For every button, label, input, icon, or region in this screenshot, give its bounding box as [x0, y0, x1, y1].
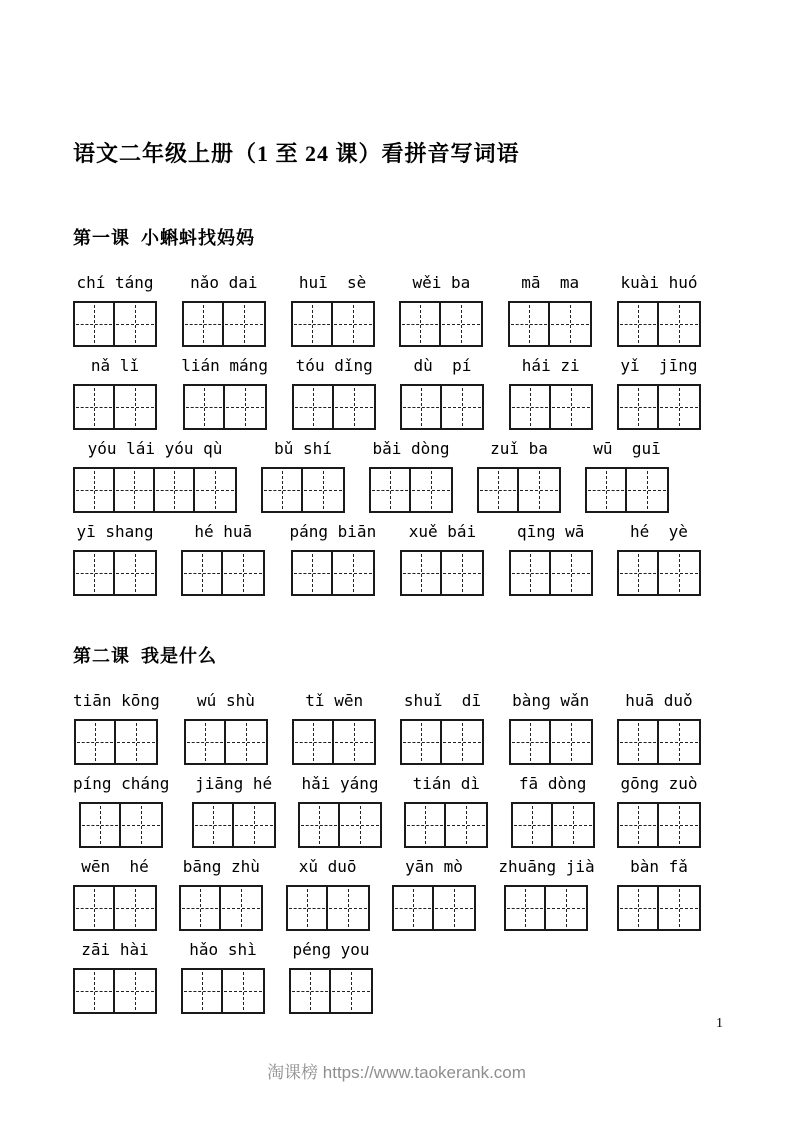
writing-grid [181, 550, 265, 596]
pinyin-label: dù pí [413, 356, 472, 375]
grid-cell [288, 887, 328, 929]
writing-grid [73, 384, 157, 430]
writing-grid [73, 467, 237, 513]
grid-cell [627, 469, 667, 511]
word-row [73, 774, 701, 848]
grid-cell [75, 303, 115, 345]
grid-cell [513, 804, 553, 846]
grid-cell [291, 970, 331, 1012]
word-item [509, 522, 593, 596]
pinyin-label: tián dì [412, 774, 481, 793]
grid-cell [223, 552, 263, 594]
grid-cell [442, 721, 482, 763]
writing-grid [504, 885, 588, 931]
grid-cell [226, 721, 266, 763]
pinyin-label: hái zi [521, 356, 580, 375]
pinyin-label: nǎo dai [190, 273, 258, 292]
writing-grid [298, 802, 382, 848]
pinyin-label: tóu dǐng [295, 356, 373, 375]
writing-grid [369, 467, 453, 513]
grid-cell [76, 721, 116, 763]
grid-cell [659, 552, 699, 594]
pinyin-label: bǎi dòng [372, 439, 450, 458]
grid-cell [81, 804, 121, 846]
pinyin-label: kuài huó [620, 273, 698, 292]
grid-cell [334, 721, 374, 763]
grid-cell [225, 386, 265, 428]
word-row [73, 522, 701, 596]
writing-grid [400, 384, 484, 430]
grid-cell [402, 721, 442, 763]
writing-grid [292, 719, 376, 765]
writing-grid [617, 301, 701, 347]
word-item [369, 439, 453, 513]
grid-cell [185, 386, 225, 428]
pinyin-label: huī sè [298, 273, 367, 292]
grid-cell [394, 887, 434, 929]
grid-cell [659, 721, 699, 763]
word-item [399, 273, 483, 347]
pinyin-label: fā dòng [518, 774, 587, 793]
grid-cell [551, 721, 591, 763]
pinyin-label: huā duǒ [625, 691, 693, 710]
grid-cell [511, 552, 551, 594]
grid-cell [331, 970, 371, 1012]
grid-cell [75, 469, 115, 511]
word-item [400, 691, 484, 765]
grid-cell [115, 887, 155, 929]
writing-grid [617, 719, 701, 765]
grid-cell [115, 386, 155, 428]
grid-cell [115, 303, 155, 345]
grid-cell [411, 469, 451, 511]
word-item [508, 273, 592, 347]
word-item [73, 857, 157, 931]
pinyin-label: qīng wā [516, 522, 585, 541]
word-item [286, 857, 370, 931]
word-item [292, 356, 376, 430]
word-item [617, 691, 701, 765]
grid-cell [619, 303, 659, 345]
grid-cell [183, 970, 223, 1012]
word-item [73, 691, 160, 765]
pinyin-label: páng biān [289, 522, 377, 541]
pinyin-label: mā ma [521, 273, 580, 292]
footer-watermark: 淘课榜 https://www.taokerank.com [267, 1063, 526, 1082]
pinyin-label: gōng zuò [620, 774, 698, 793]
pinyin-label: hǎi yáng [301, 774, 379, 793]
pinyin-label: hé huā [194, 522, 253, 541]
sections-container [73, 227, 701, 1014]
grid-cell [402, 552, 442, 594]
word-item [291, 273, 375, 347]
writing-grid [73, 968, 157, 1014]
grid-cell [303, 469, 343, 511]
grid-cell [294, 721, 334, 763]
grid-cell [659, 804, 699, 846]
grid-cell [511, 386, 551, 428]
writing-grid [286, 885, 370, 931]
word-item [181, 522, 265, 596]
pinyin-label: bàng wǎn [512, 691, 590, 710]
writing-grid [73, 885, 157, 931]
word-item [617, 857, 701, 931]
writing-grid [399, 301, 483, 347]
writing-grid [73, 301, 157, 347]
grid-cell [333, 303, 373, 345]
grid-cell [294, 386, 334, 428]
word-item [509, 356, 593, 430]
writing-grid [509, 550, 593, 596]
grid-cell [115, 970, 155, 1012]
grid-cell [619, 804, 659, 846]
pinyin-label: chí táng [76, 273, 154, 292]
grid-cell [506, 887, 546, 929]
grid-cell [340, 804, 380, 846]
grid-cell [334, 386, 374, 428]
grid-cell [619, 887, 659, 929]
grid-cell [619, 386, 659, 428]
writing-grid [183, 384, 267, 430]
word-item [289, 940, 373, 1014]
pinyin-label: bàn fǎ [630, 857, 688, 876]
pinyin-label: wěi ba [412, 273, 471, 292]
lesson-section [73, 645, 701, 1014]
grid-cell [441, 303, 481, 345]
pinyin-label: bāng zhù [182, 857, 260, 876]
word-item [477, 439, 561, 513]
grid-cell [479, 469, 519, 511]
writing-grid [477, 467, 561, 513]
word-item [73, 940, 157, 1014]
grid-cell [402, 386, 442, 428]
grid-cell [442, 386, 482, 428]
grid-cell [300, 804, 340, 846]
pinyin-label: yān mò [405, 857, 463, 876]
word-row [73, 439, 701, 513]
writing-grid [617, 384, 701, 430]
grid-cell [442, 552, 482, 594]
grid-cell [234, 804, 274, 846]
pinyin-label: hǎo shì [189, 940, 257, 959]
writing-grid [509, 384, 593, 430]
pinyin-label: zhuāng jià [498, 857, 595, 876]
grid-cell [434, 887, 474, 929]
pinyin-label: tǐ wēn [305, 691, 364, 710]
grid-cell [659, 887, 699, 929]
word-item [617, 356, 701, 430]
grid-cell [659, 386, 699, 428]
pinyin-label: wū guī [593, 439, 661, 458]
grid-cell [293, 303, 333, 345]
worksheet-content [73, 141, 701, 1023]
grid-cell [224, 303, 264, 345]
writing-grid [509, 719, 593, 765]
pinyin-label: bǔ shí [274, 439, 332, 458]
pinyin-label: shuǐ dī [403, 691, 481, 710]
grid-cell [115, 552, 155, 594]
word-item [404, 774, 488, 848]
grid-cell [510, 303, 550, 345]
grid-cell [546, 887, 586, 929]
pinyin-label: péng you [292, 940, 370, 959]
word-item [292, 691, 376, 765]
grid-cell [619, 721, 659, 763]
writing-grid [392, 885, 476, 931]
word-item [73, 522, 157, 596]
writing-grid [617, 550, 701, 596]
writing-grid [179, 885, 263, 931]
writing-grid [181, 968, 265, 1014]
section-heading: 第一课 小蝌蚪找妈妈 [73, 228, 255, 248]
grid-cell [371, 469, 411, 511]
word-row [73, 691, 701, 765]
pinyin-label: hé yè [630, 522, 688, 541]
pinyin-label: zuǐ ba [490, 439, 548, 458]
grid-cell [75, 887, 115, 929]
writing-grid [192, 802, 276, 848]
writing-grid [184, 719, 268, 765]
word-item [498, 857, 594, 931]
grid-cell [619, 552, 659, 594]
grid-cell [553, 804, 593, 846]
word-item [184, 691, 268, 765]
word-item [73, 774, 169, 848]
word-row [73, 356, 701, 430]
section-heading: 第二课 我是什么 [73, 646, 217, 666]
grid-cell [223, 970, 263, 1012]
word-item [585, 439, 669, 513]
word-item [192, 774, 276, 848]
pinyin-label: nǎ lǐ [90, 356, 140, 375]
grid-cell [401, 303, 441, 345]
pinyin-label: yī shang [76, 522, 154, 541]
writing-grid [617, 802, 701, 848]
grid-cell [194, 804, 234, 846]
pinyin-label: zāi hài [81, 940, 149, 959]
writing-grid [291, 550, 375, 596]
word-row [73, 940, 701, 1014]
writing-grid [400, 550, 484, 596]
pinyin-label: jiāng hé [195, 774, 273, 793]
pinyin-label: wēn hé [81, 857, 149, 876]
grid-cell [195, 469, 235, 511]
word-item [182, 273, 266, 347]
word-item [181, 940, 265, 1014]
word-item [73, 439, 237, 513]
writing-grid [79, 802, 163, 848]
word-item [509, 691, 593, 765]
grid-cell [550, 303, 590, 345]
writing-grid [74, 719, 158, 765]
grid-cell [186, 721, 226, 763]
pinyin-label: yǐ jīng [620, 356, 698, 375]
writing-grid [289, 968, 373, 1014]
grid-cell [511, 721, 551, 763]
grid-cell [293, 552, 333, 594]
pinyin-label: yóu lái yóu qù [87, 439, 223, 458]
pinyin-label: wú shù [197, 691, 255, 710]
word-item [617, 273, 701, 347]
writing-grid [404, 802, 488, 848]
word-item [298, 774, 382, 848]
pinyin-label: xuě bái [408, 522, 477, 541]
grid-cell [181, 887, 221, 929]
word-item [400, 522, 484, 596]
word-row [73, 273, 701, 347]
grid-cell [328, 887, 368, 929]
writing-grid [73, 550, 157, 596]
word-item [617, 774, 701, 848]
grid-cell [184, 303, 224, 345]
grid-cell [551, 552, 591, 594]
grid-cell [75, 386, 115, 428]
writing-grid [292, 384, 376, 430]
pinyin-label: lián máng [181, 356, 268, 375]
writing-grid [585, 467, 669, 513]
grid-cell [551, 386, 591, 428]
writing-grid [617, 885, 701, 931]
word-item [261, 439, 345, 513]
word-item [400, 356, 484, 430]
lesson-section [73, 227, 701, 596]
page-title: 语文二年级上册（1 至 24 课）看拼音写词语 [73, 141, 520, 166]
grid-cell [333, 552, 373, 594]
word-item [179, 857, 263, 931]
grid-cell [155, 469, 195, 511]
grid-cell [519, 469, 559, 511]
writing-grid [511, 802, 595, 848]
pinyin-label: píng cháng [73, 774, 170, 793]
grid-cell [75, 552, 115, 594]
page-number: 1 [716, 1016, 723, 1031]
grid-cell [587, 469, 627, 511]
word-item [73, 356, 157, 430]
writing-grid [508, 301, 592, 347]
grid-cell [263, 469, 303, 511]
grid-cell [406, 804, 446, 846]
writing-grid [261, 467, 345, 513]
pinyin-label: tiān kōng [73, 691, 160, 710]
word-item [181, 356, 268, 430]
word-item [617, 522, 701, 596]
writing-grid [182, 301, 266, 347]
grid-cell [115, 469, 155, 511]
word-item [511, 774, 595, 848]
grid-cell [221, 887, 261, 929]
grid-cell [183, 552, 223, 594]
grid-cell [659, 303, 699, 345]
writing-grid [400, 719, 484, 765]
word-row [73, 857, 701, 931]
word-item [73, 273, 157, 347]
writing-grid [291, 301, 375, 347]
grid-cell [446, 804, 486, 846]
grid-cell [116, 721, 156, 763]
word-item [290, 522, 377, 596]
grid-cell [75, 970, 115, 1012]
grid-cell [121, 804, 161, 846]
pinyin-label: xǔ duō [298, 857, 357, 876]
word-item [392, 857, 476, 931]
